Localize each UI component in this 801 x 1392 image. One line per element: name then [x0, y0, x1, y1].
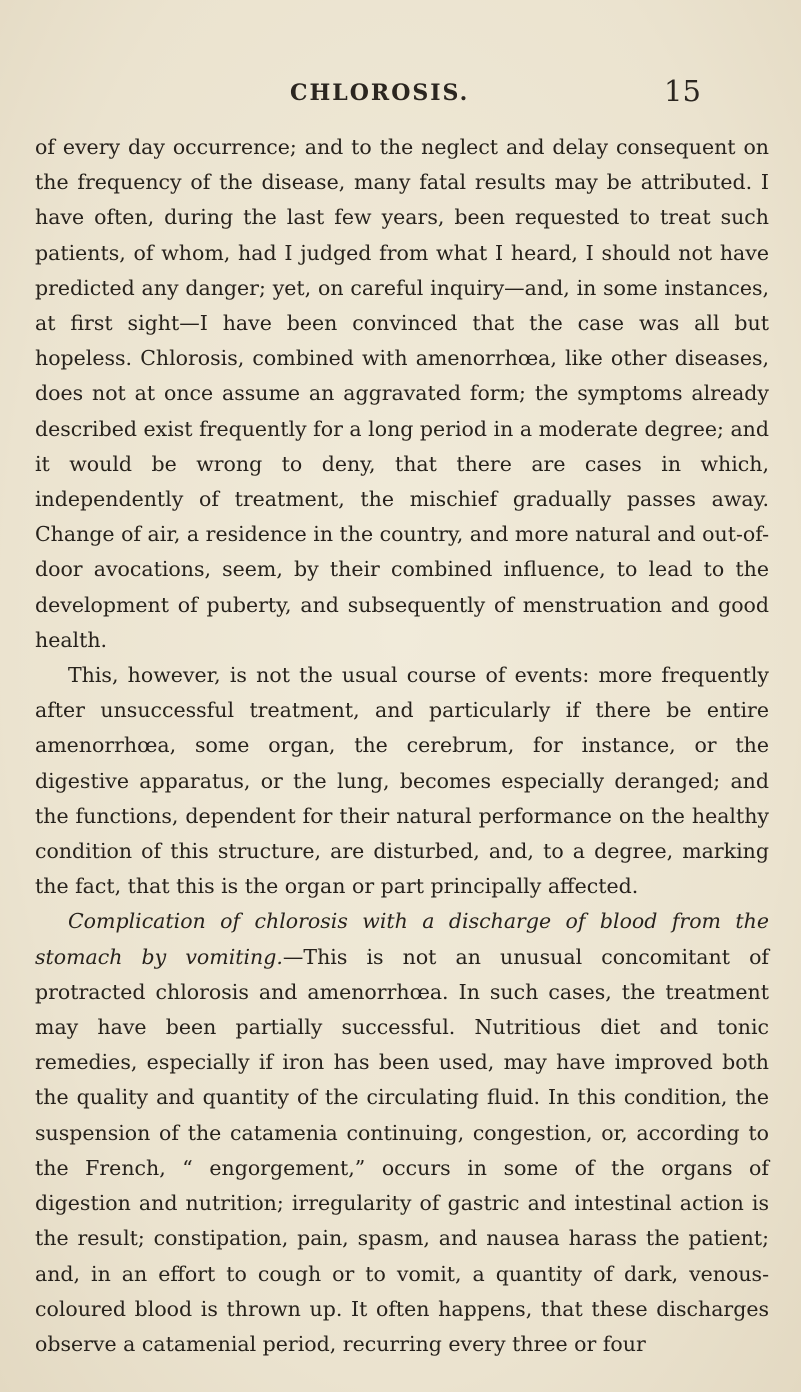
paragraph-2: This, however, is not the usual course of events: more frequently after unsuccessful treatment, and particularly if there be entire amenorrhœa, some organ, the cerebrum, for instance, or the digestive apparatus, or the lung, becomes especially deranged; and the functions, dependent for their natural performance on the healthy condition of this structure, are disturbed, and, to a degree, marking the fact, that this is the organ or part principally affected.	[35, 663, 769, 899]
paragraph-3-text: —This is not an unusual concomitant of protracted chlorosis and amenorrhœa. In such cases, the treatment may have been partially successful. Nutritious diet and tonic remedies, especially if iron has been used, may have improved both the quality and quantity of the circulating fluid. In this condition, the suspension of the catamenia continuing, congestion, or, according to the French, “ engorgement,” occurs in some of the organs of digestion and nutrition; irregularity of gastric and intestinal action is the result; constipation, pain, spasm, and nausea harass the patient; and, in an effort to cough or to vomit, a quantity of dark, venous-coloured blood is thrown up. It often happens, that these discharges observe a catamenial period, recurring every three or four	[35, 944, 769, 1356]
section-subhead: Complication of chlorosis with a discharge of blood from the stomach by vomiting.	[35, 909, 769, 969]
page-number: 15	[664, 74, 701, 108]
paragraph-1: of every day occurrence; and to the neglect and delay consequent on the frequency of the disease, many fatal results may be attributed. I have often, during the last few years, been requested to treat such patients, of whom, had I judged from what I heard, I should not have predicted any danger; yet, on careful inquiry—and, in some instances, at first sight—I have been convinced that the case was all but hopeless. Chlorosis, combined with amenorrhœa, like other diseases, does not at once assume an aggravated form; the symptoms already described exist frequently for a long period in a moderate degree; and it would be wrong to deny, that there are cases in which, independently of treatment, the mischief gradually passes away. Change of air, a residence in the country, and more natural and out-of-door avocations, seem, by their combined influence, to lead to the development of puberty, and subsequently of menstruation and good health.	[35, 135, 769, 652]
body-text	[35, 130, 769, 1362]
paragraph-3	[35, 904, 769, 1362]
running-head	[0, 74, 801, 114]
running-title: CHLOROSIS.	[290, 80, 470, 106]
